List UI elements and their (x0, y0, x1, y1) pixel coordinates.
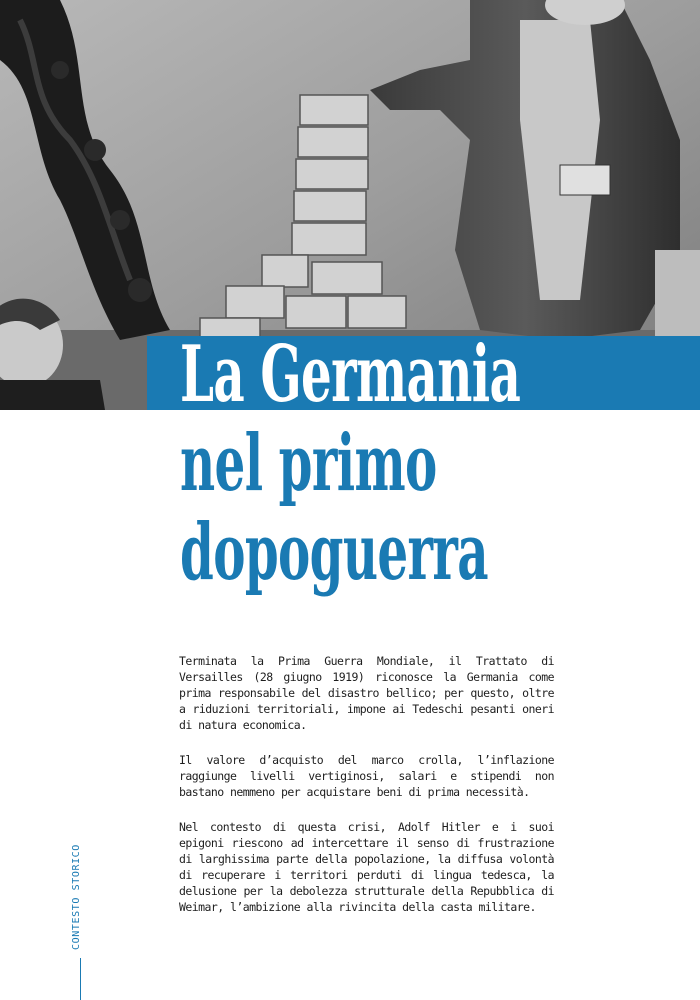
title-line-3: dopoguerra (180, 507, 488, 598)
title-line-2: nel primo (180, 418, 437, 509)
section-label: CONTESTO STORICO (71, 844, 82, 950)
paragraph-3: Nel contesto di questa crisi, Adolf Hitler e i suoi epigoni riescono ad intercettare il senso di frustrazione di larghissima parte della popolazione, la diffusa volontà di recuperare i territori perduti di lingua tedesca, la delusione per la debolezza strutturale della Repubblica di Weimar, l’ambizione alla rivincita della casta militare. (179, 820, 554, 914)
body-text (179, 653, 554, 934)
paragraph-2: Il valore d’acquisto del marco crolla, l’inflazione raggiunge livelli vertiginosi, salari e stipendi non bastano nemmeno per acquistare beni di prima necessità. (179, 753, 554, 799)
paragraph-1: Terminata la Prima Guerra Mondiale, il Trattato di Versailles (28 giugno 1919) riconosce la Germania come prima responsabile del disastro bellico; per questo, oltre a riduzioni territoriali, impone ai Tedeschi pesanti oneri di natura economica. (179, 654, 554, 732)
page-title (180, 330, 520, 597)
title-line-1: La Germania (180, 329, 521, 420)
section-rule (80, 958, 81, 1000)
